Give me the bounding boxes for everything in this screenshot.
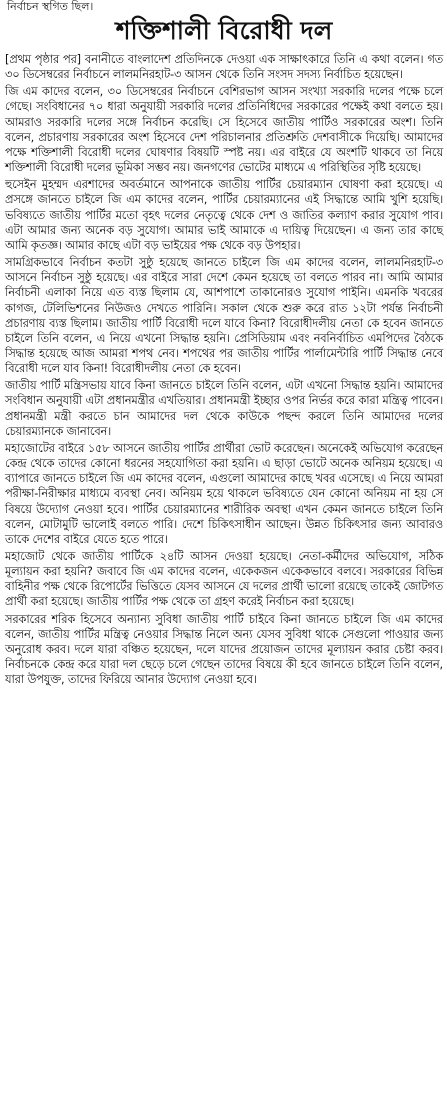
article-paragraph: জাতীয় পার্টি মন্ত্রিসভায় যাবে কিনা জানতে চাইলে তিনি বলেন, এটা এখনো সিদ্ধান্ত হয়নি। আমাদের সংবিধান অনুযায়ী এটা প্রধানমন্ত্রীর এখতিয়ার। প্রধানমন্ত্রী ইচ্ছার ওপর নির্ভর করে কারা মন্ত্রিত্ব পাবেন। প্রধানমন্ত্রী মন্ত্রী করতে চান আমাদের দল থেকে কাউকে পছন্দ করলে তিনি আমাদের দলের চেয়ারম্যানকে জানাবেন। xyxy=(5,378,443,438)
article-paragraph: [প্রথম পৃষ্ঠার পর] বনানীতে বাংলাদেশ প্রতিদিনকে দেওয়া এক সাক্ষাৎকারে তিনি এ কথা বলেন। গত ৩০ ডিসেম্বরের নির্বাচনে লালমনিরহাট-৩ আসন থেকে তিনি সংসদ সদস্য নির্বাচিত হয়েছেন। xyxy=(5,52,443,82)
article-paragraph: জি এম কাদের বলেন, ৩০ ডিসেম্বরের নির্বাচনে বেশিরভাগ আসন সংখ্যা সরকারি দলের পক্ষে চলে গেছে। সংবিধানের ৭০ ধারা অনুযায়ী সরকারি দলের প্রতিনিধিদের সরকারের পক্ষেই কথা বলতে হয়। আমরাও সরকারি দলের সঙ্গে নির্বাচন করেছি। সে হিসেবে জাতীয় পার্টিও সরকারের অংশ। তিনি বলেন, প্রচারণায় সরকারের অংশ হিসেবে দেশ পরিচালনার প্রতিশ্রুতি দেশবাসীকে দিয়েছি। আমাদের পক্ষে শক্তিশালী বিরোধী দলের ঘোষণার বিষয়টি স্পষ্ট নয়। এর বাইরে যে অংশটি থাকবে তা নিয়ে শক্তিশালী বিরোধী দলের ভূমিকা সম্ভব নয়। জনগণের ভোটের মাধ্যমে এ পরিস্থিতির সৃষ্টি হয়েছে। xyxy=(5,84,443,175)
article-paragraph: সামগ্রিকভাবে নির্বাচন কতটা সুষ্ঠু হয়েছে জানতে চাইলে জি এম কাদের বলেন, লালমনিরহাট-৩ আসনে নির্বাচন সুষ্ঠু হয়েছে। এর বাইরে সারা দেশে কেমন হয়েছে তা বলতে পারব না। আমি আমার নির্বাচনী এলাকা নিয়ে এত ব্যস্ত ছিলাম যে, আশপাশে তাকানোরও সুযোগ পাইনি। এমনকি খবরের কাগজ, টেলিভিশনের নিউজও দেখতে পারিনি। সকাল থেকে শুরু করে রাত ১২টা পর্যন্ত নির্বাচনী প্রচারণায় ব্যস্ত ছিলাম। জাতীয় পার্টি বিরোধী দলে যাবে কিনা? বিরোধীদলীয় নেতা কে হবেন জানতে চাইলে তিনি বলেন, এ নিয়ে এখনো সিদ্ধান্ত হয়নি। প্রেসিডিয়াম এবং নবনির্বাচিত এমপিদের বৈঠকে সিদ্ধান্ত হয়েছে আজ আমরা শপথ নেব। শপথের পর জাতীয় পার্টির পার্লামেন্টারি পার্টি সিদ্ধান্ত নেবে বিরোধী দলে যাব কিনা! বিরোধীদলীয় নেতা কে হবেন। xyxy=(5,255,443,376)
article-paragraph: মহাজোট থেকে জাতীয় পার্টিকে ২৪টি আসন দেওয়া হয়েছে। নেতা-কর্মীদের অভিযোগ, সঠিক মূল্যায়ন করা হয়নি? জবাবে জি এম কাদের বলেন, একেকজন একেকভাবে বলবে। সরকারের বিভিন্ন বাহিনীর পক্ষ থেকে রিপোর্টের ভিত্তিতে যেসব আসনে যে দলের প্রার্থী ভালো রয়েছে তাকেই জোটগত প্রার্থী করা হয়েছে। জাতীয় পার্টির পক্ষ থেকে তা গ্রহণ করেই নির্বাচন করা হয়েছে। xyxy=(5,549,443,609)
article-body xyxy=(5,52,443,687)
article-paragraph: হুসেইন মুহম্মদ এরশাদের অবর্তমানে আপনাকে জাতীয় পার্টির চেয়ারম্যান ঘোষণা করা হয়েছে। এ প্রসঙ্গে জানতে চাইলে জি এম কাদের বলেন, পার্টির চেয়ারম্যানের এই সিদ্ধান্তে আমি খুশি হয়েছি। ভবিষ্যতে জাতীয় পার্টির মতো বৃহৎ দলের নেতৃত্বে থেকে দেশ ও জাতির কল্যাণ করার সুযোগ পাব। এটা আমার জন্য অনেক বড় সুযোগ। আমার ভাই আমাকে এ দায়িত্ব দিয়েছেন। এ জন্য তার কাছে আমি কৃতজ্ঞ। আমার কাছে এটা বড় ভাইয়ের পক্ষ থেকে বড় উপহার। xyxy=(5,177,443,252)
previous-article-fragment: নির্বাচন স্থগিত ছিল। xyxy=(7,0,94,13)
article-paragraph: মহাজোটের বাইরে ১৫৮ আসনে জাতীয় পার্টির প্রার্থীরা ভোট করেছেন। অনেকেই অভিযোগ করেছেন কেন্দ্র থেকে তাদের কোনো ধরনের সহযোগিতা করা হয়নি। এ ছাড়া ভোটে অনেক অনিয়ম হয়েছে। এ ব্যাপারে জানতে চাইলে জি এম কাদের বলেন, এগুলো আমাদের কাছে খবর এসেছে। এ নিয়ে আমরা পরীক্ষা-নিরীক্ষার মাধ্যমে ব্যবস্থা নেব। অনিয়ম হয়ে থাকলে ভবিষ্যতে যেন কোনো অনিয়ম না হয় সে বিষয়ে উদ্যোগ নেওয়া হবে। পার্টির চেয়ারম্যানের শারীরিক অবস্থা এখন কেমন জানতে চাইলে তিনি বলেন, মোটামুটি ভালোই বলতে পারি। দেশে চিকিৎসাধীন আছেন। উন্নত চিকিৎসার জন্য আবারও তাকে দেশের বাইরে যেতে হতে পারে। xyxy=(5,440,443,546)
article-paragraph: সরকারের শরিক হিসেবে অন্যান্য সুবিধা জাতীয় পার্টি চাইবে কিনা জানতে চাইলে জি এম কাদের বলেন, জাতীয় পার্টির মন্ত্রিত্ব নেওয়ার সিদ্ধান্ত নিলে অন্য যেসব সুবিধা থাকে সেগুলো পাওয়ার জন্য অনুরোধ করব। দলে যারা বঞ্চিত হয়েছেন, দলে যাদের প্রয়োজন তাদের মূল্যায়ন করার চেষ্টা করব। নির্বাচনকে কেন্দ্র করে যারা দল ছেড়ে চলে গেছেন তাদের বিষয়ে কী হবে জানতে চাইলে তিনি বলেন, যারা উপযুক্ত, তাদের ফিরিয়ে আনার উদ্যোগ নেওয়া হবে। xyxy=(5,611,443,687)
article-headline: শক্তিশালী বিরোধী দল xyxy=(115,16,333,45)
